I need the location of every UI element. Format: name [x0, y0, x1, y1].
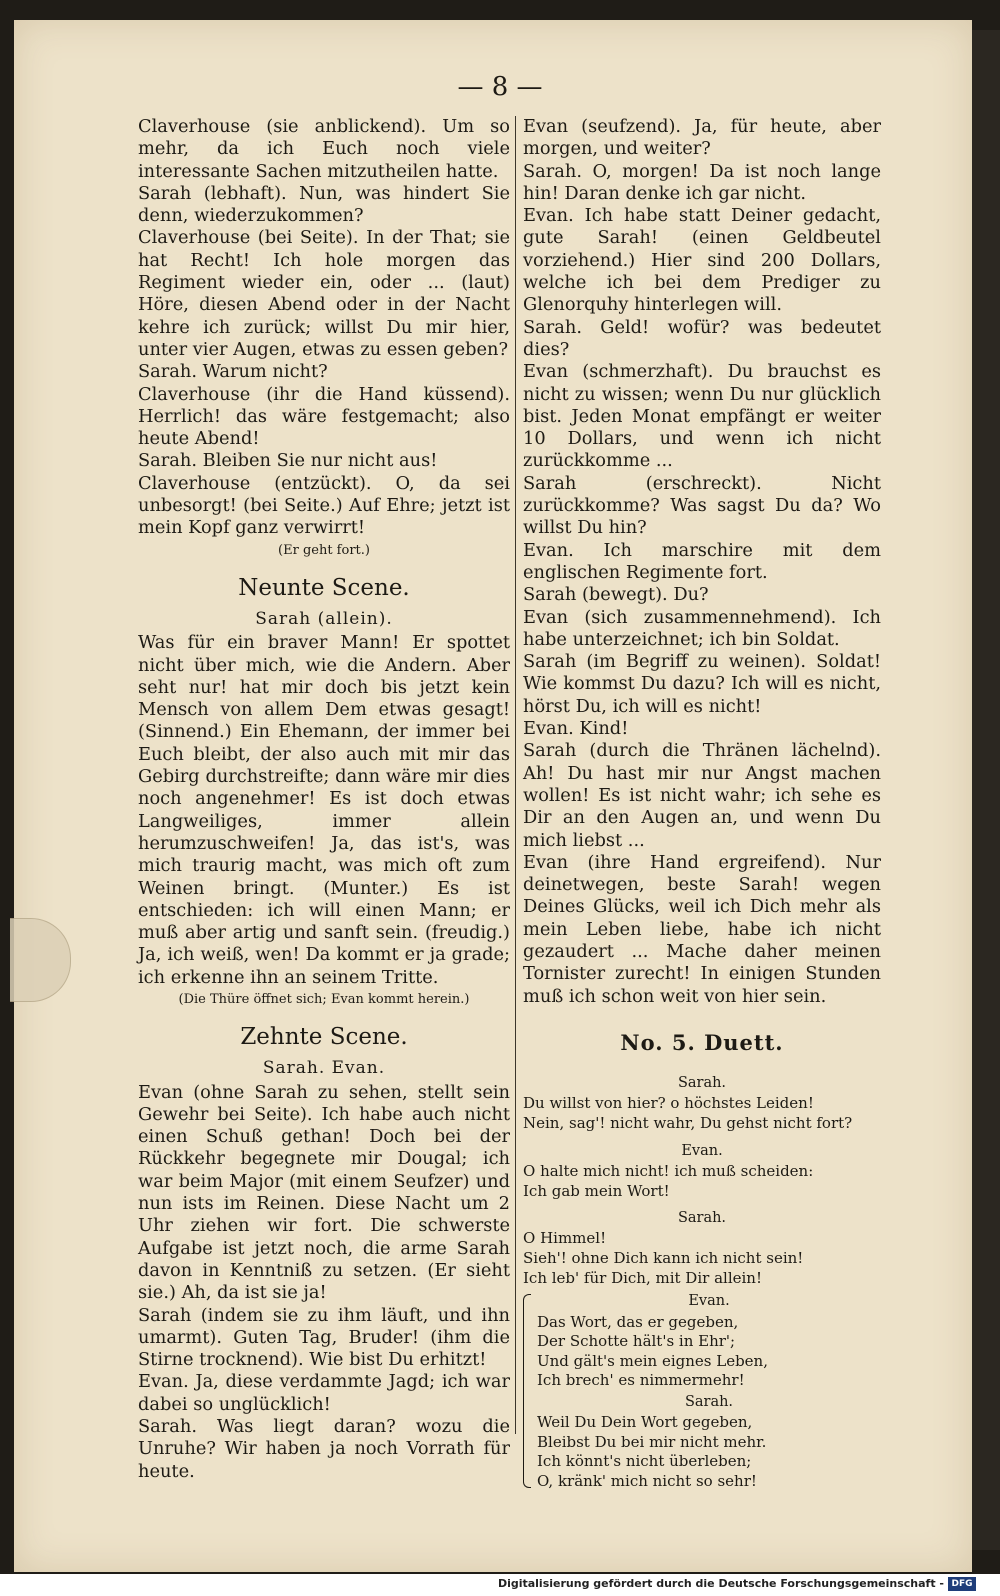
- monologue: Was für ein braver Mann! Er spottet nicht über mich, wie die Andern. Aber seht nur! hat mir doch bis jetzt kein Mensch von allem Dem etwas gesagt! (Sinnend.) Ein Ehemann, der immer bei Euch bleibt, der also auch mit mir das Gebirg durchstreifte; dann wäre mir dies noch angenehmer! Es ist doch etwas Langweiliges, immer allein herumzuschweifen! Ja, das ist's, was mich traurig macht, was mich oft zum Weinen bringt. (Munter.) Es ist entschieden: ich will einen Mann; er muß aber artig und sanft sein. (freudig.) Ja, ich weiß, wen! Da kommt er ja grade; ich erkenne ihn an seinem Tritte.: [138, 632, 510, 988]
- dialogue-line: Sarah (durch die Thränen lächelnd). Ah! Du hast mir nur Angst machen wollen! Es ist nicht wahr; ich sehe es Dir an den Augen an, und wenn Du mich liebst ...: [523, 740, 881, 851]
- verse-line: Das Wort, das er gegeben,: [537, 1312, 739, 1331]
- verse-line: Bleibst Du bei mir nicht mehr.: [537, 1432, 767, 1451]
- dialogue-line: Evan. Ich marschire mit dem englischen Regimente fort.: [523, 539, 881, 583]
- verse-line: Und gält's mein eignes Leben,: [537, 1351, 768, 1370]
- singer-name: Evan.: [688, 1293, 730, 1310]
- scene-title: Neunte Scene.: [238, 574, 410, 601]
- dialogue-line: Claverhouse (entzückt). O, da sei unbesorgt! (bei Seite.) Auf Ehre; jetzt ist mein Kopf ganz verwirrt!: [138, 472, 510, 539]
- verse-line: Nein, sag'! nicht wahr, Du gehst nicht fort?: [523, 1114, 853, 1133]
- dialogue-line: Claverhouse (bei Seite). In der That; sie hat Recht! Ich hole morgen das Regiment wieder ein, oder ... (laut) Höre, diesen Abend oder in der Nacht kehre ich zurück; willst Du mir hier, unter vier Augen, etwas zu essen geben?: [138, 227, 510, 360]
- dialogue-line: Evan (sich zusammennehmend). Ich habe unterzeichnet; ich bin Soldat.: [523, 606, 881, 650]
- verse-line: Ich gab mein Wort!: [523, 1181, 670, 1200]
- verse-line: Weil Du Dein Wort gegeben,: [537, 1413, 753, 1432]
- scene-title: Zehnte Scene.: [240, 1024, 408, 1051]
- dialogue-line: Sarah. Warum nicht?: [138, 361, 328, 383]
- funding-notice: Digitalisierung gefördert durch die Deutsche Forschungsgemeinschaft -: [497, 1577, 944, 1590]
- verse-line: Der Schotte hält's in Ehr';: [537, 1332, 736, 1351]
- stage-direction: (Die Thüre öffnet sich; Evan kommt herein.): [178, 991, 470, 1007]
- duett-heading: No. 5. Duett.: [620, 1029, 784, 1055]
- dialogue-line: Sarah (im Begriff zu weinen). Soldat! Wie kommst Du dazu? Ich will es nicht, hörst Du, ich will es nicht!: [523, 651, 881, 717]
- dialogue-line: Sarah (indem sie zu ihm läuft, und ihn umarmt). Guten Tag, Bruder! (ihm die Stirne trocknend). Wie bist Du erhitzt!: [138, 1304, 510, 1371]
- singer-name: Sarah.: [677, 1075, 727, 1092]
- dialogue-line: Sarah (lebhaft). Nun, was hindert Sie denn, wiederzukommen?: [138, 182, 510, 227]
- dialogue-line: Sarah. Geld! wofür? was bedeutet dies?: [523, 316, 881, 360]
- verse-line: Ich brech' es nimmermehr!: [537, 1371, 745, 1390]
- left-column: [138, 116, 510, 1483]
- stage-direction: (Er geht fort.): [278, 542, 370, 558]
- dialogue-line: Claverhouse (sie anblickend). Um so mehr, da ich Euch noch viele interessante Sachen mitzutheilen hatte.: [138, 116, 510, 182]
- column-divider: [515, 116, 516, 1434]
- verse-line: O halte mich nicht! ich muß scheiden:: [523, 1161, 814, 1180]
- verse-line: Du willst von hier? o höchstes Leiden!: [523, 1094, 814, 1113]
- dialogue-line: Evan. Kind!: [523, 718, 629, 740]
- verse-line: O, kränk' mich nicht so sehr!: [537, 1471, 757, 1490]
- dialogue-line: Evan. Ich habe statt Deiner gedacht, gute Sarah! (einen Geldbeutel vorziehend.) Hier sind 200 Dollars, welche ich bei dem Prediger zu Glenorquhy hinterlegen will.: [523, 205, 881, 316]
- right-column: [523, 116, 881, 1492]
- dialogue-line: Evan (ohne Sarah zu sehen, stellt sein Gewehr bei Seite). Ich habe auch nicht einen Schuß gethan! Doch bei der Rückkehr begegnete mir Dougal; ich war beim Major (mit einem Seufzer) und nun ists im Reinen. Diese Nacht um 2 Uhr ziehen wir fort. Die schwerste Aufgabe ist jetzt noch, die arme Sarah davon in Kenntniß zu setzen. (Er sieht sie.) Ah, da ist sie ja!: [138, 1081, 510, 1304]
- next-page-edge: [972, 30, 1000, 1550]
- dialogue-line: Sarah (bewegt). Du?: [523, 584, 709, 606]
- singer-name: Sarah.: [677, 1210, 727, 1227]
- dialogue-line: Sarah. O, morgen! Da ist noch lange hin! Daran denke ich gar nicht.: [523, 160, 881, 204]
- dialogue-line: Sarah (erschreckt). Nicht zurückkomme? Was sagst Du da? Wo willst Du hin?: [523, 472, 881, 539]
- verse-line: Ich könnt's nicht überleben;: [537, 1452, 752, 1471]
- verse-line: Ich leb' für Dich, mit Dir allein!: [523, 1268, 762, 1287]
- footer-bar: [0, 1574, 1000, 1596]
- dialogue-line: Sarah. Was liegt daran? wozu die Unruhe? Wir haben ja noch Vorrath für heute.: [138, 1416, 510, 1482]
- dfg-logo: DFG: [948, 1577, 976, 1591]
- singer-name: Evan.: [681, 1142, 723, 1159]
- dialogue-line: Claverhouse (ihr die Hand küssend). Herrlich! das wäre festgemacht; also heute Abend!: [138, 383, 510, 450]
- dialogue-line: Evan (schmerzhaft). Du brauchst es nicht zu wissen; wenn Du nur glücklich bist. Jeden Monat empfängt er weiter 10 Dollars, und wenn ich nicht zurückkomme ...: [523, 361, 881, 472]
- scene-persons: Sarah (allein).: [255, 608, 393, 629]
- dialogue-line: Evan. Ja, diese verdammte Jagd; ich war dabei so unglücklich!: [138, 1371, 510, 1415]
- dialogue-line: Evan (seufzend). Ja, für heute, aber morgen, und weiter?: [523, 116, 881, 160]
- scene-persons: Sarah. Evan.: [262, 1058, 386, 1079]
- verse-line: O Himmel!: [523, 1229, 607, 1248]
- verse-line: Sieh'! ohne Dich kann ich nicht sein!: [523, 1249, 804, 1268]
- duet-bracket: [523, 1290, 881, 1491]
- dialogue-line: Evan (ihre Hand ergreifend). Nur deinetwegen, beste Sarah! wegen Deines Glücks, weil ich Dich mehr als mein Leben liebe, habe ich nicht gezaudert ... Mache daher meinen Tornister zurecht! In einigen Stunden muß ich schon weit von hier sein.: [523, 851, 881, 1007]
- dialogue-line: Sarah. Bleiben Sie nur nicht aus!: [138, 450, 438, 472]
- page-number: — 8 —: [457, 72, 543, 102]
- singer-name: Sarah.: [684, 1393, 734, 1410]
